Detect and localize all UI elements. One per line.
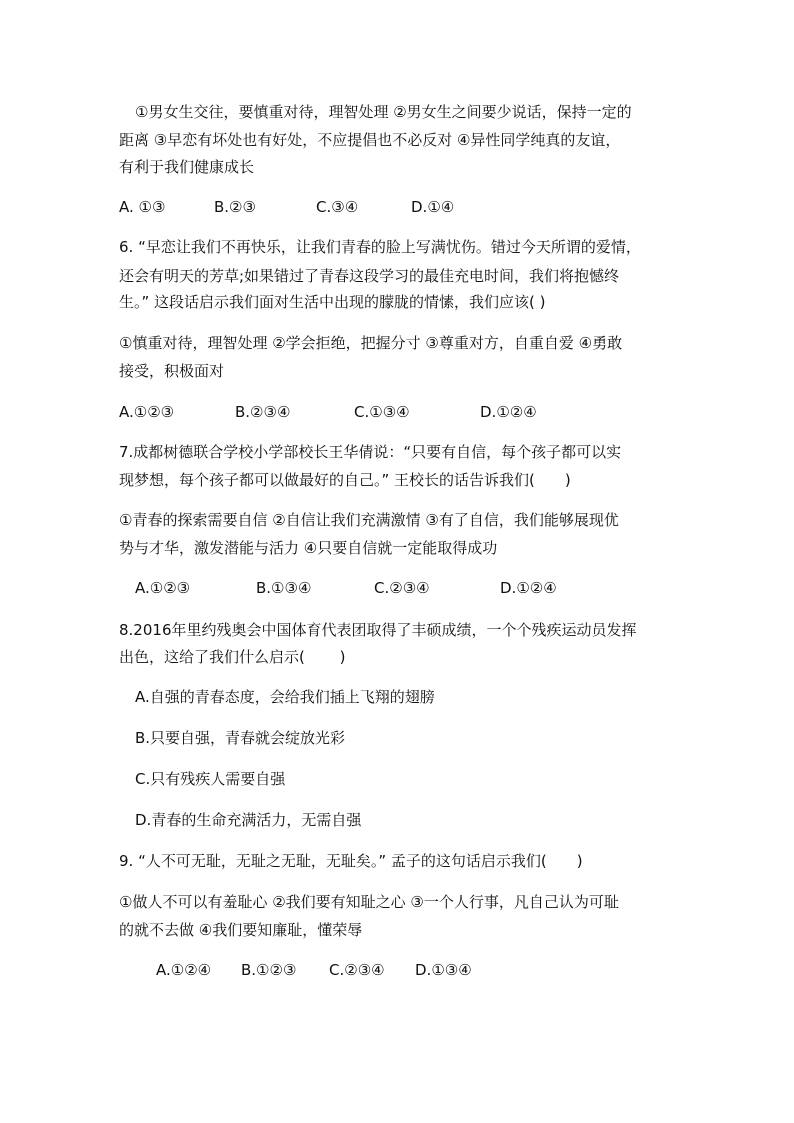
q8-option-b: B.只要自强，青春就会绽放光彩	[135, 729, 346, 747]
q9-statement-line-1: ①做人不可以有羞耻心 ②我们要有知耻之心 ③一个人行事，凡自己认为可耻	[119, 893, 619, 911]
q8-stem-line-1: 8.2016年里约残奥会中国体育代表团取得了丰硕成绩，一个个残疾运动员发挥	[119, 621, 637, 639]
q7-stem-line-2: 现梦想，每个孩子都可以做最好的自己。” 王校长的话告诉我们( )	[119, 471, 571, 489]
q5-option-b: B.②③	[214, 198, 256, 216]
q6-stem-line-1: 6. “早恋让我们不再快乐，让我们青春的脸上写满忧伤。错过今天所谓的爱情，	[119, 238, 641, 256]
q6-option-c: C.①③④	[354, 403, 410, 421]
q8-option-c: C.只有残疾人需要自强	[135, 770, 286, 788]
q7-option-a: A.①②③	[135, 579, 191, 597]
q9-option-b: B.①②③	[241, 961, 297, 979]
q5-option-c: C.③④	[316, 198, 359, 216]
q7-statement-line-2: 势与才华，激发潜能与活力 ④只要自信就一定能取得成功	[119, 539, 498, 557]
q7-statement-line-1: ①青春的探索需要自信 ②自信让我们充满激情 ③有了自信，我们能够展现优	[119, 511, 619, 529]
q6-stem-line-2: 还会有明天的芳草;如果错过了青春这段学习的最佳充电时间，我们将抱憾终	[119, 267, 620, 285]
q9-statement-line-2: 的就不去做 ④我们要知廉耻，懂荣辱	[119, 921, 363, 939]
q5-option-a: A. ①③	[119, 198, 166, 216]
q6-option-a: A.①②③	[119, 403, 175, 421]
q5-statement-line-3: 有利于我们健康成长	[119, 158, 255, 176]
q8-stem-line-2: 出色，这给了我们什么启示( )	[119, 648, 346, 666]
q5-option-d: D.①④	[411, 198, 455, 216]
q5-statement-line-2: 距离 ③早恋有坏处也有好处，不应提倡也不必反对 ④异性同学纯真的友谊，	[119, 131, 621, 149]
q6-option-d: D.①②④	[480, 403, 537, 421]
q9-option-a: A.①②④	[156, 961, 212, 979]
q7-stem-line-1: 7.成都树德联合学校小学部校长王华倩说：“只要有自信，每个孩子都可以实	[119, 443, 622, 461]
q7-option-d: D.①②④	[500, 579, 557, 597]
q6-stem-line-3: 生。” 这段话启示我们面对生活中出现的朦胧的情愫，我们应该( )	[119, 293, 546, 311]
q8-option-a: A.自强的青春态度，会给我们插上飞翔的翅膀	[135, 688, 435, 706]
q9-option-c: C.②③④	[329, 961, 385, 979]
q9-option-d: D.①③④	[415, 961, 472, 979]
q6-option-b: B.②③④	[235, 403, 291, 421]
q7-option-c: C.②③④	[374, 579, 430, 597]
q6-statement-line-2: 接受，积极面对	[119, 362, 225, 380]
q8-option-d: D.青春的生命充满活力，无需自强	[135, 811, 362, 829]
q9-stem-line-1: 9. “人不可无耻，无耻之无耻，无耻矣。” 孟子的这句话启示我们( )	[119, 852, 583, 870]
q6-statement-line-1: ①慎重对待，理智处理 ②学会拒绝，把握分寸 ③尊重对方，自重自爱 ④勇敢	[119, 334, 623, 352]
q7-option-b: B.①③④	[256, 579, 312, 597]
q5-statement-line-1: ①男女生交往，要慎重对待，理智处理 ②男女生之间要少说话，保持一定的	[135, 103, 632, 121]
